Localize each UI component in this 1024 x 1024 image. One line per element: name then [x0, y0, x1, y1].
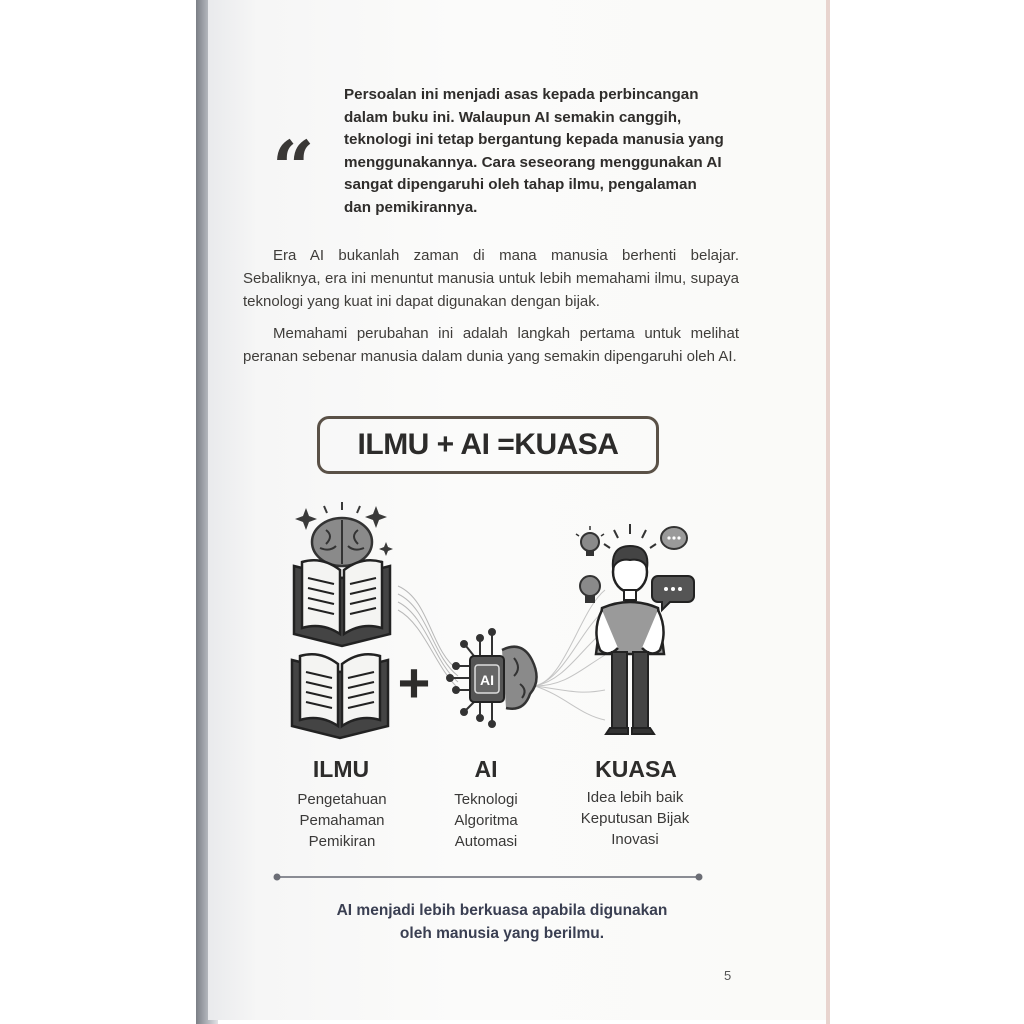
- lightbulb-icon: [576, 526, 604, 556]
- column-desc-ilmu: [276, 789, 408, 852]
- list-item: Inovasi: [611, 831, 659, 848]
- list-item: Automasi: [454, 833, 518, 850]
- column-desc-kuasa: [562, 787, 708, 850]
- conclusion-text: [262, 899, 742, 945]
- idea-rays: [604, 524, 656, 548]
- column-title-kuasa: KUASA: [595, 756, 677, 782]
- person-icon: [596, 546, 664, 734]
- quote-mark-icon: “: [272, 126, 315, 212]
- open-book-icon-top: [294, 560, 390, 646]
- paragraph-memahami: Memahami perubahan ini adalah langkah pertama untuk melihat peranan sebenar manusia dalam dunia yang semakin dipengaruhi oleh AI.: [243, 325, 739, 365]
- list-item: Pengetahuan: [297, 791, 387, 808]
- brain-rays: [324, 502, 360, 513]
- paragraph-era-ai: Era AI bukanlah zaman di mana manusia berhenti belajar. Sebaliknya, era ini menuntut manusia untuk lebih memahami ilmu, supaya teknologi yang kuat ini dapat digunakan dengan bijak.: [243, 247, 739, 310]
- formula-part-1: ILMU + AI =: [357, 428, 515, 461]
- ai-chip-label: AI: [480, 672, 494, 688]
- formula-box: [317, 416, 659, 474]
- list-item: Pemahaman: [299, 812, 385, 829]
- ilmu-ai-kuasa-illustration: [280, 490, 720, 750]
- chat-bubble-icon: [661, 527, 687, 549]
- page-edge: [826, 0, 830, 1024]
- connection-lines-right: [535, 590, 605, 720]
- list-item: Pemikiran: [308, 833, 376, 850]
- divider-line: [272, 872, 704, 882]
- page-number: 5: [724, 968, 732, 983]
- open-book-icon-bottom: [292, 654, 388, 738]
- column-title-ilmu: ILMU: [312, 756, 370, 782]
- plus-icon: +: [397, 651, 431, 714]
- list-item: Keputusan Bijak: [580, 810, 690, 827]
- speech-bubble-icon: [652, 576, 694, 610]
- list-item: Teknologi: [454, 791, 518, 808]
- conclusion-line-2: oleh manusia yang berilmu.: [399, 925, 605, 942]
- list-item: Algoritma: [454, 812, 518, 829]
- brain-icon: [312, 518, 372, 566]
- list-item: Idea lebih baik: [586, 789, 684, 806]
- conclusion-line-1: AI menjadi lebih berkuasa apabila digunakan: [336, 902, 668, 919]
- column-title-ai: AI: [474, 756, 498, 782]
- column-desc-ai: [426, 789, 546, 852]
- pull-quote: Persoalan ini menjadi asas kepada perbincangan dalam buku ini. Walaupun AI semakin canggih, teknologi ini tetap bergantung kepada manusia yang menggunakannya. Cara seseorang menggunakan AI sangat dipengaruhi oleh tahap ilmu, pengalaman dan pemikirannya.: [344, 86, 724, 216]
- ai-brain-icon: [502, 647, 537, 709]
- formula-part-2: KUASA: [514, 428, 619, 461]
